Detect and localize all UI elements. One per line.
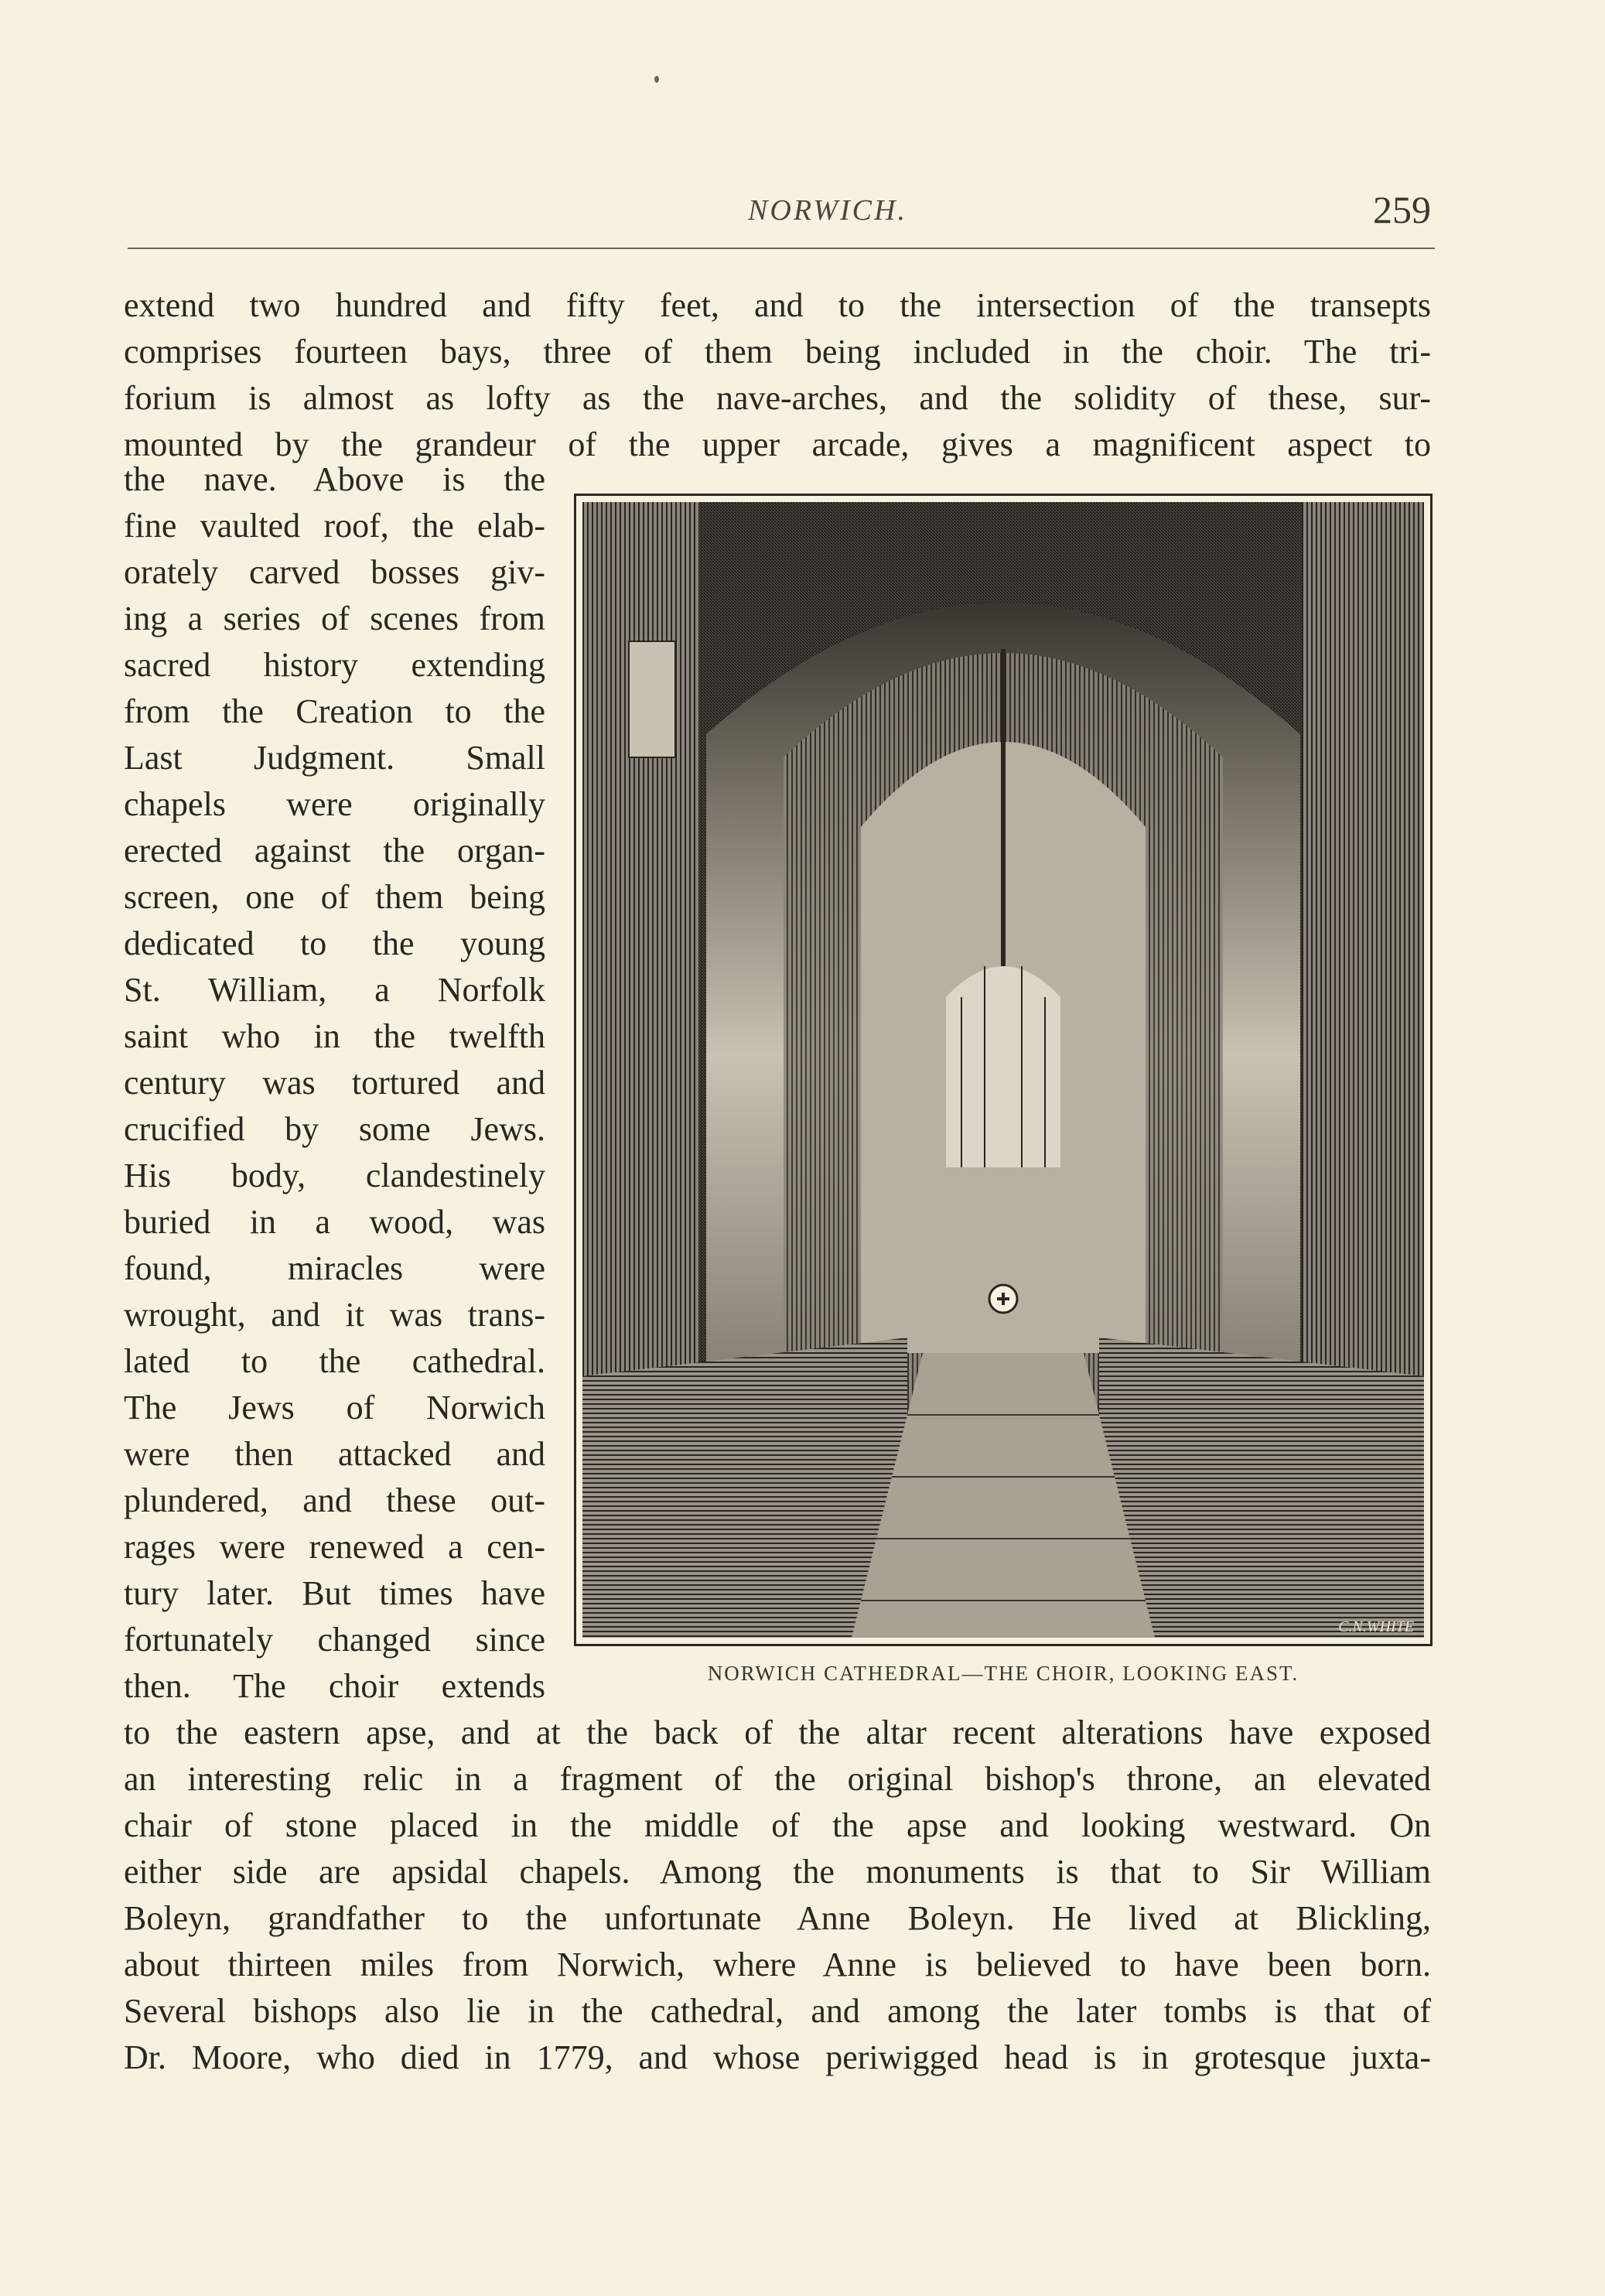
text-line: extend two hundred and fifty feet, and to the intersection of the transepts <box>124 286 1431 324</box>
cathedral-engraving <box>574 494 1433 1646</box>
text-line: an interesting relic in a fragment of the original bishop's throne, an elevated <box>124 1760 1431 1798</box>
text-line: Several bishops also lie in the cathedral, and among the later tombs is that of <box>124 1992 1431 2030</box>
text-line: forium is almost as lofty as the nave-arches, and the solidity of these, sur- <box>124 379 1431 417</box>
text-line: either side are apsidal chapels. Among the monuments is that to Sir William <box>124 1853 1431 1891</box>
figure-caption: NORWICH CATHEDRAL—THE CHOIR, LOOKING EAST. <box>707 1662 1299 1685</box>
text-line: fine vaulted roof, the elab- <box>124 507 545 545</box>
text-line: crucified by some Jews. <box>124 1110 545 1148</box>
text-line: lated to the cathedral. <box>124 1342 545 1380</box>
text-line: mounted by the grandeur of the upper arcade, gives a magnificent aspect to <box>124 425 1431 463</box>
text-line: century was tortured and <box>124 1064 545 1102</box>
text-line: rages were renewed a cen- <box>124 1528 545 1566</box>
text-line: erected against the organ- <box>124 832 545 870</box>
running-head-title: NORWICH. <box>748 194 907 227</box>
text-line: screen, one of them being <box>124 878 545 916</box>
text-line: chair of stone placed in the middle of the apse and looking westward. On <box>124 1806 1431 1844</box>
text-line: to the eastern apse, and at the back of the altar recent alterations have exposed <box>124 1713 1431 1751</box>
text-line: saint who in the twelfth <box>124 1017 545 1055</box>
header-rule <box>128 248 1435 249</box>
ink-speck <box>654 76 659 83</box>
text-line: the nave. Above is the <box>124 460 545 498</box>
text-line: wrought, and it was trans- <box>124 1296 545 1334</box>
text-line: ing a series of scenes from <box>124 600 545 637</box>
text-line: Last Judgment. Small <box>124 739 545 777</box>
text-line: dedicated to the young <box>124 924 545 962</box>
text-line: The Jews of Norwich <box>124 1389 545 1426</box>
text-line: found, miracles were <box>124 1249 545 1287</box>
text-line: about thirteen miles from Norwich, where Anne is believed to have been born. <box>124 1946 1431 1983</box>
text-line: tury later. But times have <box>124 1574 545 1612</box>
text-line: Dr. Moore, who died in 1779, and whose periwigged head is in grotesque juxta- <box>124 2038 1431 2076</box>
text-line: then. The choir extends <box>124 1667 545 1705</box>
page-number: 259 <box>1373 188 1431 231</box>
text-line: Boleyn, grandfather to the unfortunate Anne Boleyn. He lived at Blickling, <box>124 1899 1431 1937</box>
cathedral-choir-illustration <box>582 502 1424 1638</box>
running-head <box>0 188 1605 240</box>
text-line: His body, clandestinely <box>124 1157 545 1194</box>
text-line: St. William, a Norfolk <box>124 971 545 1009</box>
text-line: fortunately changed since <box>124 1621 545 1659</box>
text-line: buried in a wood, was <box>124 1203 545 1241</box>
text-line: orately carved bosses giv- <box>124 553 545 591</box>
text-line: were then attacked and <box>124 1435 545 1473</box>
engraver-signature: C.N.WHITE <box>1338 1618 1414 1635</box>
text-line: plundered, and these out- <box>124 1481 545 1519</box>
text-line: chapels were originally <box>124 785 545 823</box>
text-line: comprises fourteen bays, three of them being included in the choir. The tri- <box>124 333 1431 371</box>
text-line: sacred history extending <box>124 646 545 684</box>
text-line: from the Creation to the <box>124 692 545 730</box>
